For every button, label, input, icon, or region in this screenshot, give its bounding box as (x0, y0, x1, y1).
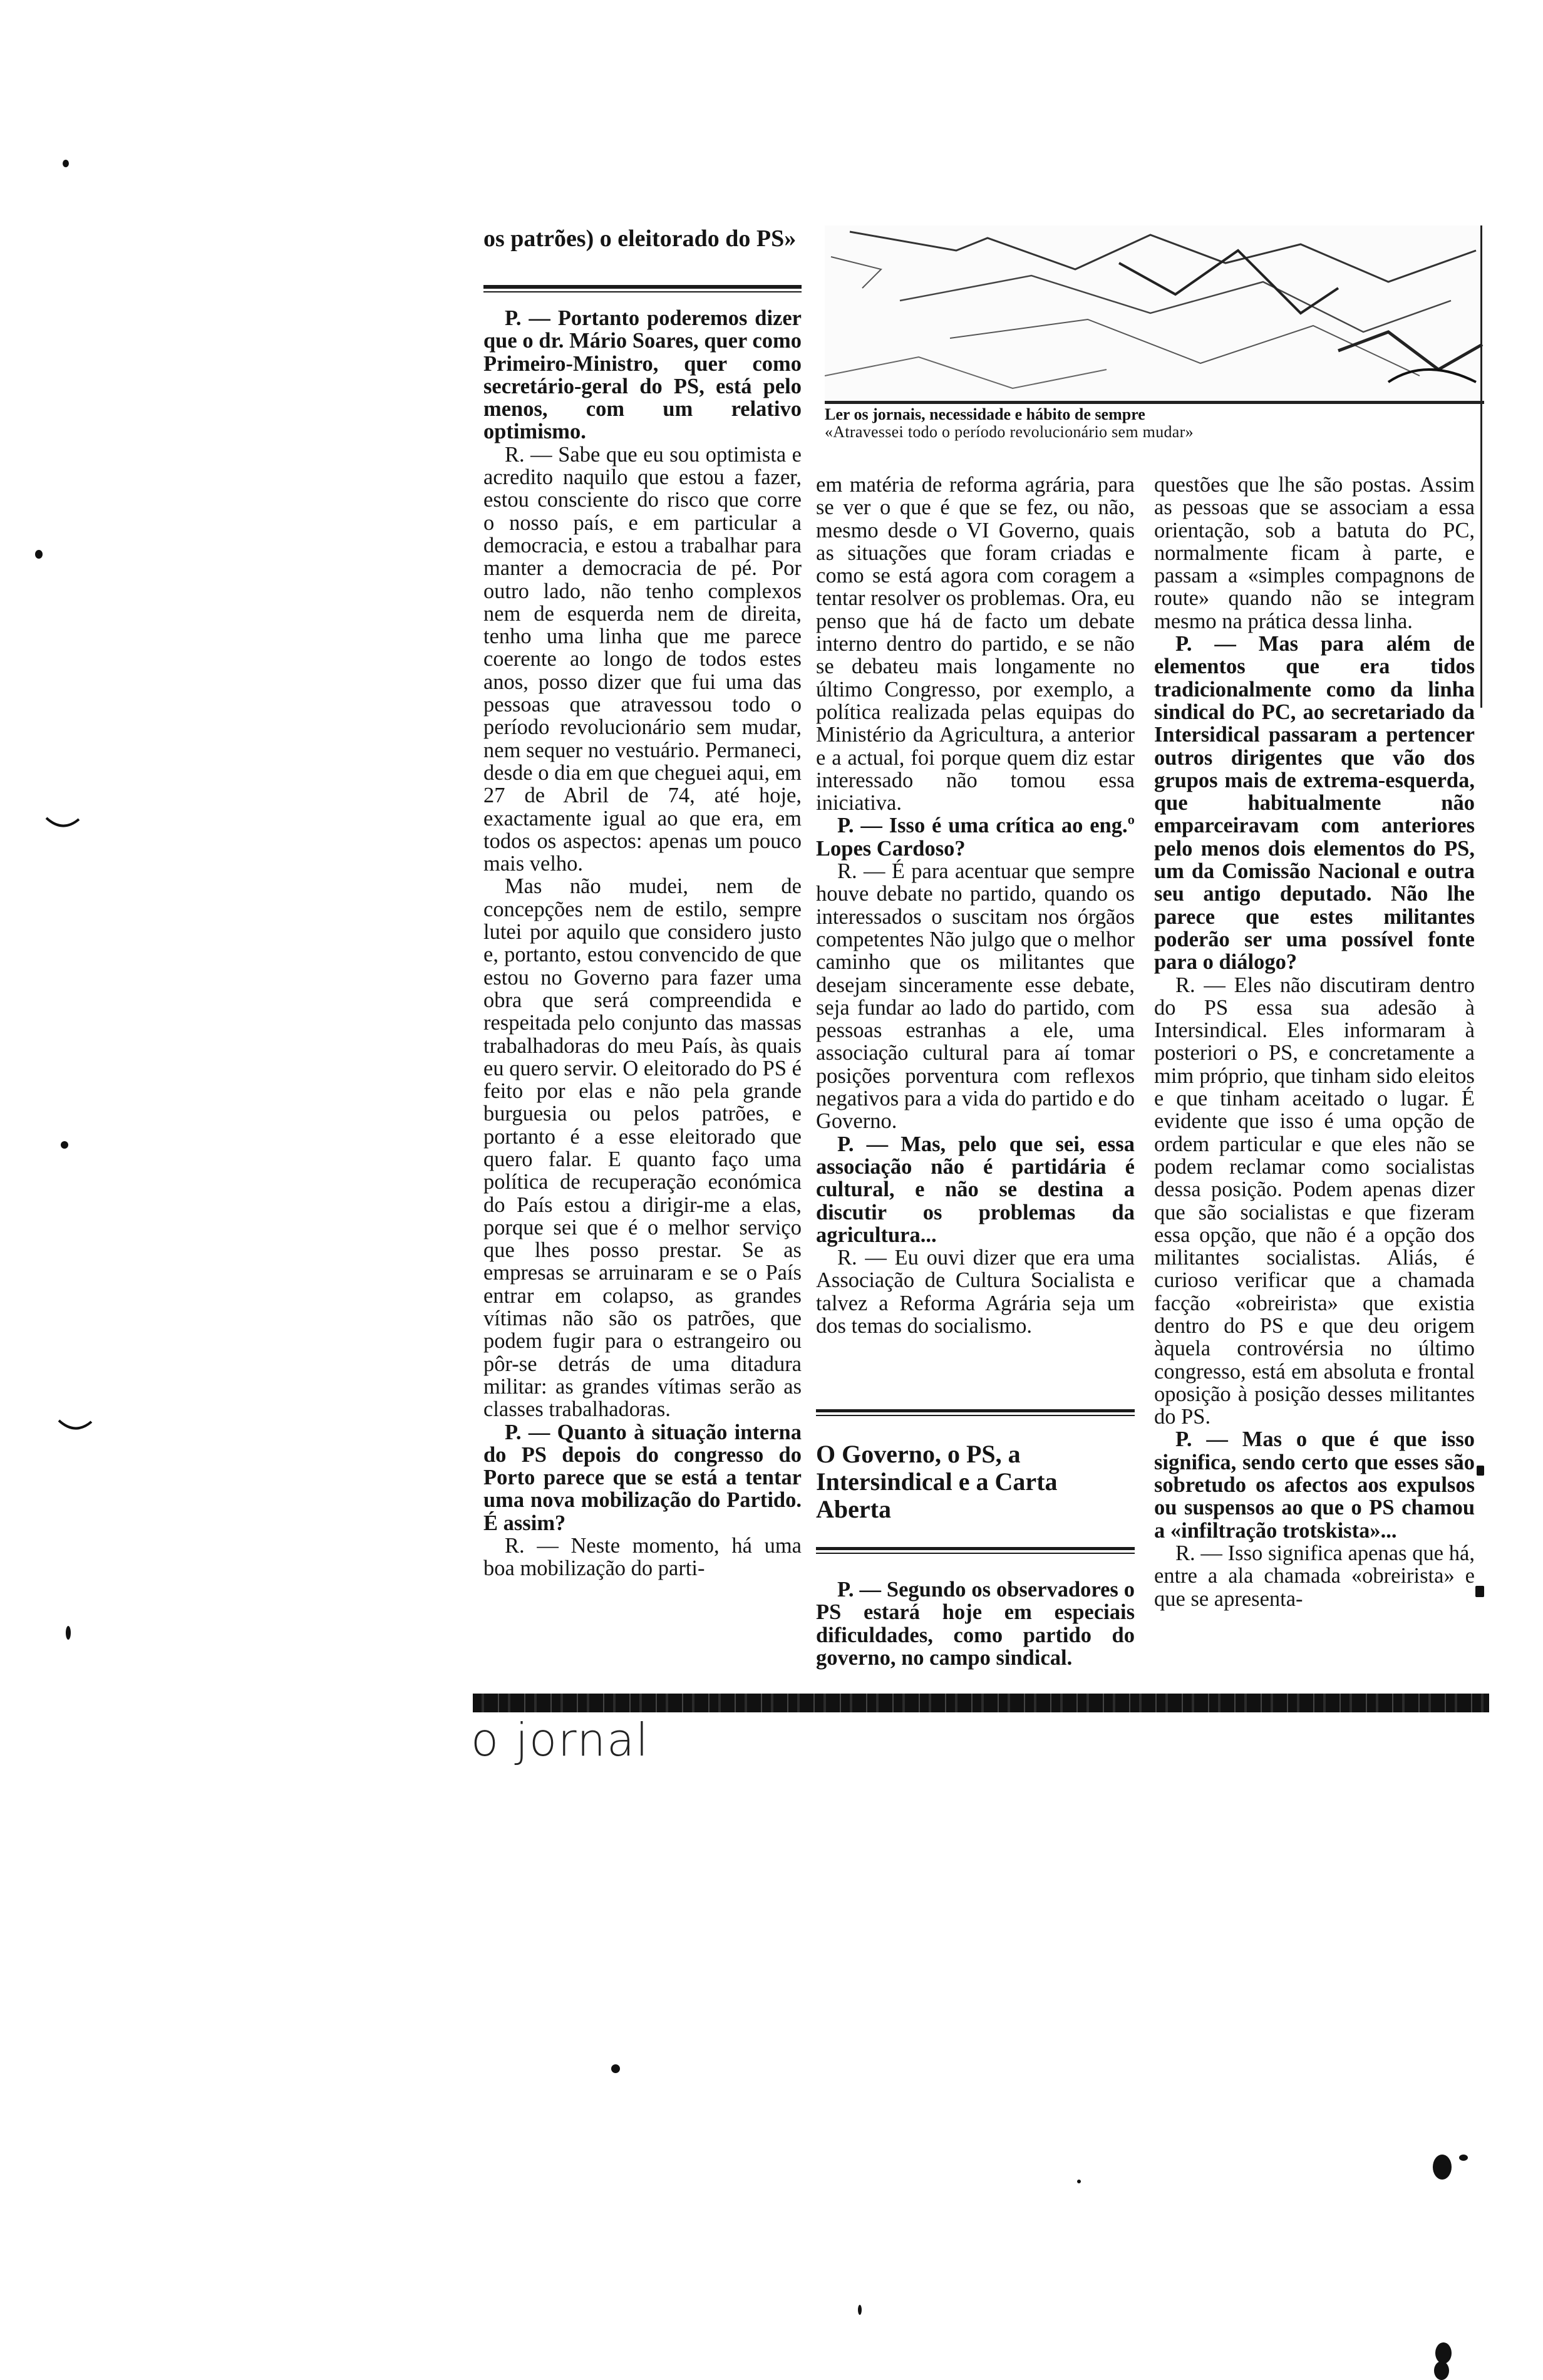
headline-rule-thin (483, 291, 802, 292)
scan-speck (1477, 1466, 1484, 1476)
scan-speck (66, 1626, 71, 1640)
subhead-rule-bottom (816, 1547, 1135, 1550)
scan-speck (1435, 2342, 1452, 2364)
headline: os patrões) o eleitorado do PS» (483, 225, 797, 252)
photo-side-rule (1480, 225, 1482, 708)
column-3 (1154, 473, 1475, 1610)
answer-paragraph: Mas não mudei, nem de concepções nem de estilo, sempre lutei por aquilo que considero justo e, portanto, estou convencido de que estou no Governo para fazer uma obra que será compreendida e respeitada pelo conjunto das massas trabalhadoras do meu País, às quais eu quero servir. O eleitorado do PS é feito por elas e não pela grande burguesia ou pelos patrões, e portanto é a esse eleitorado que quero falar. E quanto faço uma política de recuperação económica do País estou a dirigir-me a elas, porque sei que é o melhor serviço que lhes posso prestar. Se as empresas se arruinaram e se o País entrar em colapso, as grandes vítimas não são os patrões, que podem fugir para o estrangeiro ou pôr-se detrás de uma ditadura militar: as grandes vítimas serão as classes trabalhadoras. (483, 874, 802, 1422)
question-paragraph: P. — Segundo os observadores o PS estará hoje em especiais dificuldades, como partido do governo, no campo sindical. (816, 1578, 1135, 1670)
caption-line-2: «Atravessei todo o período revolucionário sem mudar» (825, 423, 1194, 441)
article-photo (825, 225, 1484, 404)
answer-paragraph: R. — É para acentuar que sempre houve debate no partido, quando os interessados o suscitam nos órgãos competentes Não julgo que o melhor caminho que os militantes que desejam sinceramente esse debate, seja fundar ao lado do partido, com pessoas estranhas a ele, uma associação cultural para aí tomar posições porventura com reflexos negativos para a vida do partido e do Governo. (816, 859, 1135, 1134)
masthead-logo: o jornal (471, 1714, 650, 1766)
scan-speck (1475, 1586, 1484, 1597)
question-paragraph: P. — Mas o que é que isso significa, sendo certo que esses são sobretudo os afectos aos expulsos ou suspensos ao que o PS chamou a «infiltração trotskista»... (1154, 1427, 1475, 1543)
subhead-rule-top-thin (816, 1415, 1135, 1416)
scan-mark (56, 1417, 94, 1436)
scan-mark (44, 814, 81, 833)
scan-speck (1433, 2155, 1452, 2180)
photo-image (825, 225, 1484, 404)
subhead-rule-bottom-thin (816, 1553, 1135, 1554)
column-2-continued (816, 1578, 1135, 1669)
scan-speck (1459, 2155, 1468, 2161)
photo-caption (825, 406, 1489, 441)
question-paragraph: P. — Mas, pelo que sei, essa associação não é partidária é cultural, e não se destina a discutir os problemas da agricultura... (816, 1132, 1135, 1247)
answer-paragraph: R. — Eles não discutiram dentro do PS essa sua adesão à Intersindical. Eles informaram à posteriori o PS, e concretamente a mim próprio, que tinham sido eleitos e que tinham aceitado o lugar. É evidente que isso é uma opção de ordem particular e que eles não se podem reclamar como socialistas dessa posição. Podem apenas dizer que são socialistas e que fizeram essa opção, que não é a opção dos militantes socialistas. Aliás, é curioso verificar que a chamada facção «obreirista» que existia dentro do PS e que deu origem àquela controvérsia no último congresso, está em absoluta e frontal oposição à posição desses militantes do PS. (1154, 973, 1475, 1429)
scan-speck (1434, 2361, 1449, 2380)
column-1 (483, 307, 802, 1580)
section-subhead: O Governo, o PS, a Intersindical e a Carta Aberta (816, 1440, 1058, 1523)
subhead-rule-top (816, 1409, 1135, 1412)
headline-rule (483, 285, 802, 289)
scan-speck (63, 160, 69, 167)
answer-paragraph: em matéria de reforma agrária, para se ver o que é que se fez, ou não, mesmo desde o VI Governo, quais as situações que foram criadas e como se está agora com coragem a tentar resolver os problemas. Ora, eu penso que há de facto um debate interno dentro do partido, e se não se debateu mais longamente no último Congresso, por exemplo, a política realizada pelas equipas do Ministério da Agricultura, a anterior e a actual, foi porque quem diz estar interessado não tomou essa iniciativa. (816, 473, 1135, 815)
column-2 (816, 473, 1135, 1337)
question-paragraph: P. — Quanto à situação interna do PS depois do congresso do Porto parece que se está a tentar uma nova mobilização do Partido. É assim? (483, 1420, 802, 1535)
question-paragraph: P. — Isso é uma crítica ao eng.º Lopes Cardoso? (816, 814, 1135, 861)
question-paragraph: P. — Portanto poderemos dizer que o dr. Mário Soares, quer como Primeiro-Ministro, quer como secretário-geral do PS, está pelo menos, com um relativo optimismo. (483, 306, 802, 444)
answer-paragraph: R. — Sabe que eu sou optimista e acredito naquilo que estou a fazer, estou consciente do risco que corre o nosso país, e em particular a democracia, e estou a trabalhar para manter a democracia de pé. Por outro lado, não tenho complexos nem de esquerda nem de direita, tenho uma linha que me parece coerente ao longo de todos estes anos, posso dizer que fui uma das pessoas que atravessou todo o período revolucionário sem mudar, nem sequer no vestuário. Permaneci, desde o dia em que cheguei aqui, em 27 de Abril de 74, até hoje, exactamente igual ao que era, em todos os aspectos: apenas um pouco mais velho. (483, 442, 802, 876)
scan-speck (1077, 2180, 1081, 2183)
answer-paragraph: R. — Neste momento, há uma boa mobilização do parti- (483, 1534, 802, 1581)
answer-paragraph: R. — Eu ouvi dizer que era uma Associação de Cultura Socialista e talvez a Reforma Agrária seja um dos temas do socialismo. (816, 1246, 1135, 1338)
scan-speck (61, 1141, 68, 1149)
scan-speck (35, 550, 43, 559)
answer-paragraph: questões que lhe são postas. Assim as pessoas que se associam a essa orientação, sob a batuta do PC, normalmente ficam à parte, e passam a «simples compagnons de route» quando não se integram mesmo na prática dessa linha. (1154, 473, 1475, 633)
caption-line-1: Ler os jornais, necessidade e hábito de sempre (825, 405, 1145, 423)
masthead-bar (473, 1694, 1489, 1712)
scan-speck (858, 2305, 862, 2315)
answer-paragraph: R. — Isso significa apenas que há, entre a ala chamada «obreirista» e que se apresenta- (1154, 1541, 1475, 1611)
question-paragraph: P. — Mas para além de elementos que era tidos tradicionalmente como da linha sindical do PC, ao secretariado da Intersidical passaram a pertencer outros dirigentes que vão dos grupos mais de extrema-esquerda, que habitualmente não emparceiravam com anteriores pelo menos dois elementos do PS, um da Comissão Nacional e outra seu antigo deputado. Não lhe parece que estes militantes poderão ser uma possível fonte para o diálogo? (1154, 632, 1475, 975)
scan-speck (611, 2064, 620, 2073)
